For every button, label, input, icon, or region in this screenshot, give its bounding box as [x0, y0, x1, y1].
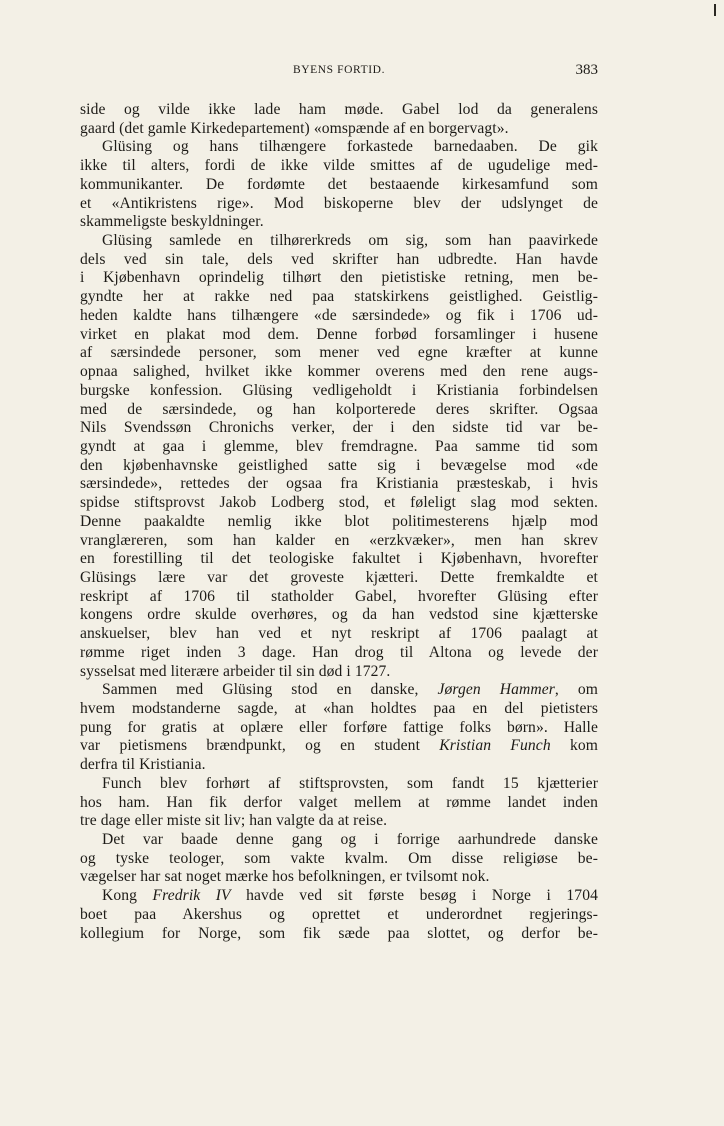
- text-line: Denne paakaldte nemlig ikke blot politimesterens hjælp mod: [80, 512, 598, 530]
- italic-name: Kristian Funch: [439, 737, 551, 755]
- page-number: 383: [575, 62, 598, 78]
- text-line: hvem modstanderne sagde, at «han holdtes paa en del pietisters: [80, 700, 598, 717]
- text-line: reskript af 1706 til statholder Gabel, hvorefter Glüsing efter: [80, 587, 598, 605]
- text-line: Nils Svendssøn Chronichs verker, der i den sidste tid var be-: [80, 419, 598, 437]
- text-line: burgske konfession. Glüsing vedligeholdt i Kristiania forbindelsen: [80, 381, 598, 399]
- text-line: side og vilde ikke lade ham møde. Gabel lod da generalens: [80, 101, 598, 118]
- text-line: rømme riget inden 3 dage. Han drog til Altona og levede der: [80, 643, 598, 661]
- text-line: boet paa Akershus og oprettet et underordnet regjerings-: [80, 905, 598, 923]
- text-line: gyndte her at rakke ned paa statskirkens geistlighed. Geistlig-: [80, 288, 598, 306]
- text-line: hos ham. Han fik derfor valget mellem at rømme landet inden: [80, 793, 598, 811]
- page-header: [80, 64, 598, 84]
- text-line: anskuelser, blev han ved et nyt reskript af 1706 paalagt at: [80, 625, 598, 643]
- text-line: Det var baade denne gang og i forrige aarhundrede danske: [102, 831, 598, 849]
- text-line: kongens ordre skulde overhøres, og da han vedstod sine kjætterske: [80, 606, 598, 624]
- text-line: virket en plakat mod dem. Denne forbød forsamlinger i husene: [80, 325, 598, 343]
- text-line: vranglæreren, som han kalder en «erzkvæker», men han skrev: [80, 531, 598, 549]
- text-line: og tyske teologer, som vakte kvalm. Om disse religiøse be-: [80, 849, 598, 867]
- text-line: Glüsing og hans tilhængere forkastede barnedaaben. De gik: [102, 138, 598, 156]
- text-line: Funch blev forhørt af stiftsprovsten, som fandt 15 kjætterier: [102, 774, 598, 792]
- text-line: særsindede», rettedes der ogsaa fra Kristiania præsteskab, i hvis: [80, 475, 598, 493]
- italic-name: Fredrik IV: [152, 887, 231, 905]
- text-line: derfra til Kristiania.: [80, 756, 206, 774]
- italic-name: Jørgen Hammer: [437, 681, 555, 699]
- text-line: opnaa salighed, hvilket ikke kommer overens med den rene augs-: [80, 363, 598, 381]
- text-line: dels ved sin tale, dels ved skrifter han udbredte. Han havde: [80, 250, 598, 268]
- text-line: i Kjøbenhavn oprindelig tilhørt den pietistiske retning, men be-: [80, 269, 598, 287]
- body-text: [80, 101, 598, 943]
- text-line: vægelser har sat noget mærke hos befolkningen, er tvilsomt nok.: [80, 868, 490, 886]
- running-title: BYENS FORTID.: [292, 64, 386, 76]
- text-line: en forestilling til det teologiske fakultet i Kjøbenhavn, hvorefter: [80, 550, 598, 568]
- text-line: var pietismens brændpunkt, og en student Kristian Funch kom: [80, 737, 598, 755]
- text-line: med de særsindede, og han kolporterede deres skrifter. Ogsaa: [80, 400, 598, 418]
- text-line: spidse stiftsprovst Jakob Lodberg stod, et føleligt slag mod sekten.: [80, 494, 598, 512]
- text-line: Kong Fredrik IV havde ved sit første besøg i Norge i 1704: [102, 887, 598, 905]
- text-line: pung for gratis at oplære eller forføre fattige folks børn». Halle: [80, 718, 598, 736]
- text-line: skammeligste beskyldninger.: [80, 213, 264, 231]
- text-line: heden kaldte hans tilhængere «de særsindede» og fik i 1706 ud-: [80, 306, 598, 324]
- text-line: af særsindede personer, som mener ved egne kræfter at kunne: [80, 344, 598, 362]
- text-line: ikke til alters, fordi de ikke vilde smittes af de ugudelige med-: [80, 157, 598, 175]
- text-line: et «Antikristens rige». Mod biskoperne blev der udslynget de: [80, 194, 598, 212]
- text-line: kommunikanter. De fordømte det bestaaende kirkesamfund som: [80, 175, 598, 193]
- text-line: den kjøbenhavnske geistlighed satte sig i bevægelse mod «de: [80, 456, 598, 474]
- text-line: gaard (det gamle Kirkedepartement) «omspænde af en borgervagt».: [80, 119, 509, 137]
- scan-edge-mark: [714, 4, 716, 16]
- text-line: Sammen med Glüsing stod en danske, Jørgen Hammer, om: [102, 681, 598, 699]
- text-line: kollegium for Norge, som fik sæde paa slottet, og derfor be-: [80, 924, 598, 942]
- text-line: sysselsat med literære arbeider til sin død i 1727.: [80, 662, 391, 680]
- text-line: gyndt at gaa i glemme, blev fremdragne. Paa samme tid som: [80, 437, 598, 455]
- text-line: tre dage eller miste sit liv; han valgte da at reise.: [80, 812, 388, 830]
- text-line: Glüsings lære var det groveste kjætteri. Dette fremkaldte et: [80, 568, 598, 586]
- text-line: Glüsing samlede en tilhørerkreds om sig, som han paavirkede: [102, 232, 598, 250]
